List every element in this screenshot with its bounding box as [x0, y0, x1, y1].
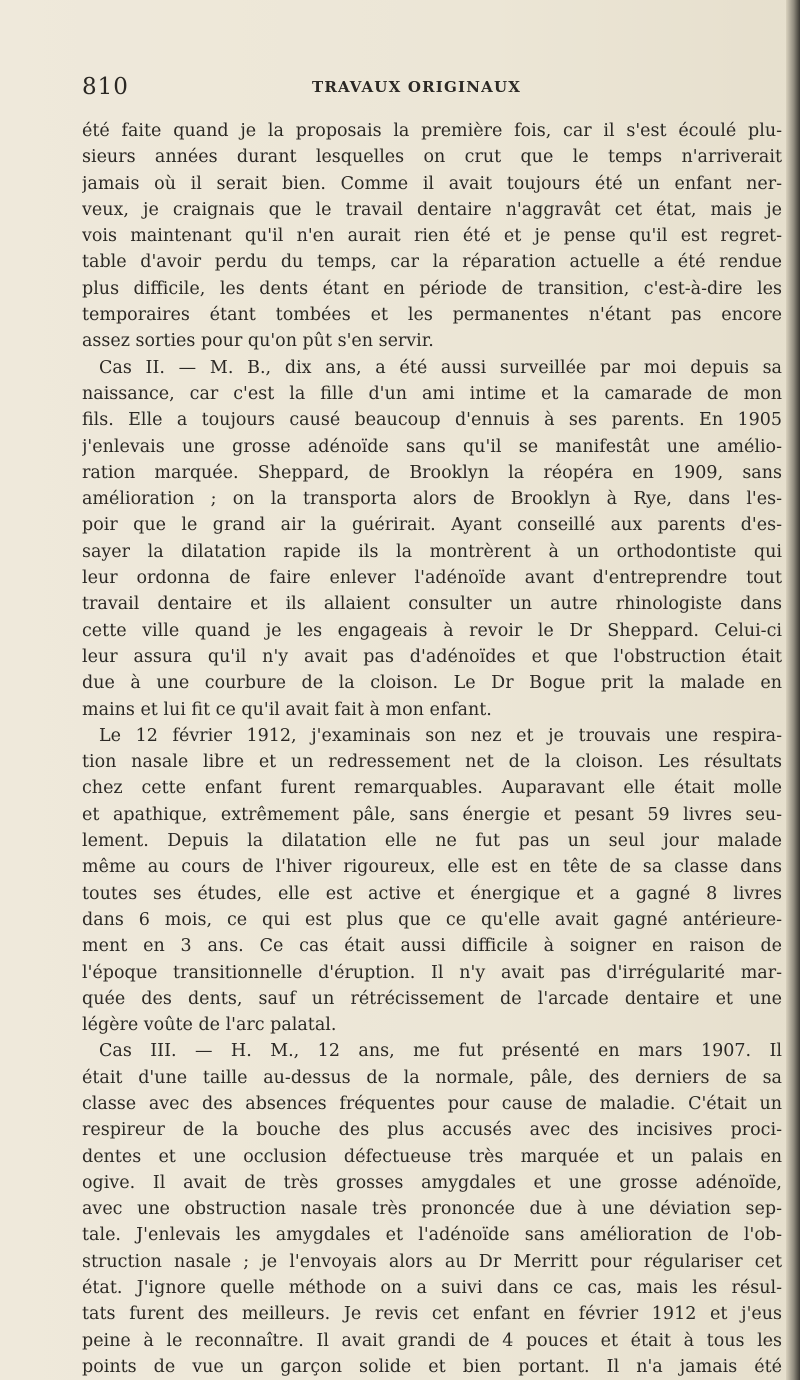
text-line: table d'avoir perdu du temps, car la réparation actuelle a été rendue — [82, 252, 782, 273]
text-line: ment en 3 ans. Ce cas était aussi difficile à soigner en raison de — [82, 936, 782, 957]
text-line: tats furent des meilleurs. Je revis cet enfant en février 1912 et j'eus — [82, 1304, 782, 1325]
text-line: Cas II. — M. B., dix ans, a été aussi surveillée par moi depuis sa — [99, 357, 782, 378]
text-line: fils. Elle a toujours causé beaucoup d'ennuis à ses parents. En 1905 — [82, 410, 782, 431]
text-line: naissance, car c'est la fille d'un ami intime et la camarade de mon — [82, 383, 782, 404]
text-line: classe avec des absences fréquentes pour cause de maladie. C'était un — [82, 1093, 782, 1114]
running-head — [82, 74, 782, 104]
text-line: avec une obstruction nasale très prononcée due à une déviation sep- — [82, 1199, 782, 1220]
text-line: poir que le grand air la guérirait. Ayant conseillé aux parents d'es- — [82, 515, 782, 536]
section-title: TRAVAUX ORIGINAUX — [312, 78, 522, 96]
text-line: j'enlevais une grosse adénoïde sans qu'il se manifestât une amélio- — [82, 436, 782, 457]
page-edge-shadow — [786, 0, 800, 1380]
text-line: dentes et une occlusion défectueuse très marquée et un palais en — [82, 1146, 782, 1167]
text-line: cette ville quand je les engageais à revoir le Dr Sheppard. Celui-ci — [82, 620, 782, 641]
page-number: 810 — [82, 74, 129, 100]
text-line: leur ordonna de faire enlever l'adénoïde avant d'entreprendre tout — [82, 568, 782, 589]
text-line: toutes ses études, elle est active et énergique et a gagné 8 livres — [82, 883, 782, 904]
text-line: tion nasale libre et un redressement net de la cloison. Les résultats — [82, 752, 782, 773]
text-line: chez cette enfant furent remarquables. Auparavant elle était molle — [82, 778, 782, 799]
text-line: état. J'ignore quelle méthode on a suivi dans ce cas, mais les résul- — [82, 1278, 782, 1299]
text-line: assez sorties pour qu'on pût s'en servir. — [82, 331, 434, 352]
text-line: jamais où il serait bien. Comme il avait toujours été un enfant ner- — [82, 173, 782, 194]
text-line: et apathique, extrêmement pâle, sans énergie et pesant 59 livres seu- — [82, 804, 782, 825]
text-line: ration marquée. Sheppard, de Brooklyn la réopéra en 1909, sans — [82, 462, 782, 483]
text-line: Le 12 février 1912, j'examinais son nez et je trouvais une respira- — [99, 725, 782, 746]
text-line: plus difficile, les dents étant en période de transition, c'est-à-dire les — [82, 278, 782, 299]
text-line: points de vue un garçon solide et bien portant. Il n'a jamais été — [82, 1356, 782, 1377]
text-line: légère voûte de l'arc palatal. — [82, 1015, 337, 1036]
text-line: quée des dents, sauf un rétrécissement de l'arcade dentaire et une — [82, 988, 782, 1009]
text-line: peine à le reconnaître. Il avait grandi de 4 pouces et était à tous les — [82, 1330, 782, 1351]
body-text — [82, 118, 782, 1380]
text-line: leur assura qu'il n'y avait pas d'adénoïdes et que l'obstruction était — [82, 646, 782, 667]
text-line: sayer la dilatation rapide ils la montrèrent à un orthodontiste qui — [82, 541, 782, 562]
text-line: struction nasale ; je l'envoyais alors au Dr Merritt pour régulariser cet — [82, 1251, 782, 1272]
text-line: était d'une taille au-dessus de la normale, pâle, des derniers de sa — [82, 1067, 782, 1088]
text-line: été faite quand je la proposais la première fois, car il s'est écoulé plu- — [82, 121, 782, 141]
text-line: lement. Depuis la dilatation elle ne fut pas un seul jour malade — [82, 831, 782, 852]
text-line: même au cours de l'hiver rigoureux, elle est en tête de sa classe dans — [82, 857, 782, 878]
text-line: mains et lui fit ce qu'il avait fait à mon enfant. — [82, 699, 492, 720]
text-line: l'époque transitionnelle d'éruption. Il n'y avait pas d'irrégularité mar- — [82, 962, 782, 983]
text-line: temporaires étant tombées et les permanentes n'étant pas encore — [82, 305, 782, 326]
text-line: vois maintenant qu'il n'en aurait rien été et je pense qu'il est regret- — [82, 226, 782, 247]
text-line: veux, je craignais que le travail dentaire n'aggravât cet état, mais je — [82, 199, 782, 220]
text-line: travail dentaire et ils allaient consulter un autre rhinologiste dans — [82, 594, 782, 615]
text-line: ogive. Il avait de très grosses amygdales et une grosse adénoïde, — [82, 1172, 782, 1193]
text-line: amélioration ; on la transporta alors de Brooklyn à Rye, dans l'es- — [82, 489, 782, 510]
text-line: dans 6 mois, ce qui est plus que ce qu'elle avait gagné antérieure- — [82, 909, 782, 930]
text-line: respireur de la bouche des plus accusés avec des incisives proci- — [82, 1120, 782, 1141]
text-line: tale. J'enlevais les amygdales et l'adénoïde sans amélioration de l'ob- — [82, 1225, 782, 1246]
text-line: Cas III. — H. M., 12 ans, me fut présenté en mars 1907. Il — [99, 1041, 782, 1062]
text-line: due à une courbure de la cloison. Le Dr Bogue prit la malade en — [82, 673, 782, 694]
text-line: sieurs années durant lesquelles on crut que le temps n'arriverait — [82, 147, 782, 168]
